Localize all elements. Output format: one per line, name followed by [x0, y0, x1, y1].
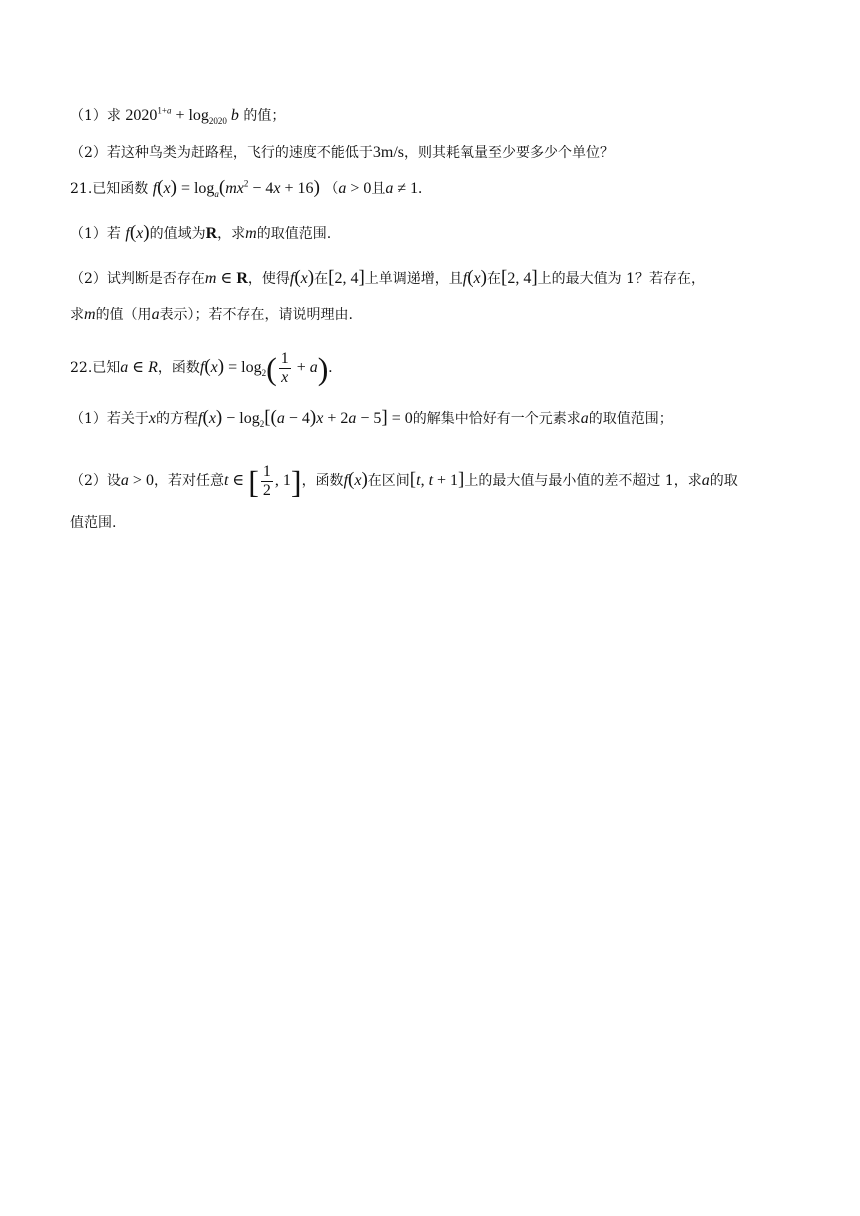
q21-part1	[70, 223, 331, 244]
q22-part1-a: （1）若关于	[70, 411, 149, 427]
q21-stem	[70, 178, 422, 199]
q21-part2-cont	[70, 305, 353, 325]
q20-part1	[70, 106, 285, 126]
q21-part2-d: 上单调递增，且	[364, 271, 463, 287]
q21-part1-c: ，求	[217, 226, 246, 242]
formula: x	[148, 410, 157, 427]
formula: m	[245, 225, 257, 242]
formula: f(x)	[289, 267, 315, 288]
q22-part2	[70, 463, 738, 500]
q22-part1	[70, 408, 673, 429]
q21-part2-f: 上的最大值为 1？若存在，	[537, 271, 705, 287]
q21-stem-prefix: 21.已知函数	[70, 181, 149, 197]
formula: a > 0	[120, 472, 154, 490]
q21-part2-g: 求	[70, 307, 84, 323]
q22-part2-cont	[70, 513, 116, 533]
formula: f(x)	[462, 267, 487, 288]
q21-stem-cond: 且	[371, 181, 386, 197]
formula: a ∈ R	[120, 359, 158, 377]
q22-part1-c: 的解集中恰好有一个元素求	[412, 411, 581, 427]
q22-stem-mid: ，函数	[157, 360, 200, 377]
formula: a	[701, 472, 710, 490]
q21-part2-a: （2）试判断是否存在	[70, 271, 205, 287]
q22-part1-b: 的方程	[156, 411, 199, 427]
formula: R	[205, 225, 218, 242]
q22-part1-d: 的取值范围；	[588, 411, 673, 427]
q21-part1-a: （1）若	[70, 226, 121, 242]
q21-part2	[70, 268, 705, 289]
q20-part2-text: （2）若这种鸟类为赶路程，飞行的速度不能低于	[70, 145, 373, 161]
q22-part2-a: （2）设	[70, 473, 121, 490]
paren-open: （	[324, 181, 339, 197]
q21-part1-b: 的值域为	[149, 226, 206, 242]
formula: f(x)	[125, 222, 150, 243]
formula: $f(x) = \log_a(mx^2 - 4x + 16)$	[152, 177, 320, 200]
q21-part2-i: 表示）；若不存在，请说明理由.	[159, 307, 354, 323]
formula: $2020^{1+a} + \log_{2020} b$	[125, 105, 239, 127]
q22-part2-g: 值范围.	[70, 515, 117, 531]
q22-part2-c: ，函数	[301, 473, 344, 490]
formula: [2, 4]	[500, 267, 538, 288]
q20-part1-label: （1）求	[70, 108, 121, 124]
formula: $f(x) - \log_2[(a - 4)x + 2a - 5] = 0$	[198, 407, 413, 430]
formula: a	[151, 306, 160, 323]
q20-speed: 3m/s	[372, 144, 405, 161]
formula: a ≠ 1.	[385, 180, 423, 197]
q21-part2-h: 的值（用	[95, 307, 152, 323]
formula: t ∈ [ $\frac{1}{2}$ , 1]	[223, 463, 302, 500]
formula: f(x)	[343, 469, 368, 491]
q21-part2-c: 在	[314, 271, 329, 287]
formula: m ∈ R	[204, 270, 248, 287]
formula: [2, 4]	[328, 267, 365, 288]
q20-part1-suffix: 的值；	[243, 108, 286, 124]
q20-part2	[70, 143, 614, 163]
q21-part1-d: 的取值范围.	[256, 226, 332, 242]
q20-part2-tail: ，则其耗氧量至少要多少个单位？	[404, 145, 615, 161]
q21-part2-b: ，使得	[247, 271, 290, 287]
formula: a	[580, 410, 589, 427]
formula: [t, t + 1]	[409, 469, 465, 491]
q22-part2-d: 在区间	[367, 473, 410, 490]
q22-stem	[70, 350, 332, 387]
formula: m	[84, 306, 96, 323]
q22-part2-e: 上的最大值与最小值的差不超过 1，求	[464, 473, 702, 490]
q21-part2-e: 在	[486, 271, 501, 287]
q22-stem-prefix: 22.已知	[70, 360, 121, 377]
formula: $f(x) = \log_2$( $\frac{1}{x}$ + a).	[199, 350, 333, 387]
q22-part2-b: ，若对任意	[153, 473, 224, 490]
q22-part2-f: 的取	[709, 473, 738, 490]
formula: a > 0	[338, 180, 372, 197]
